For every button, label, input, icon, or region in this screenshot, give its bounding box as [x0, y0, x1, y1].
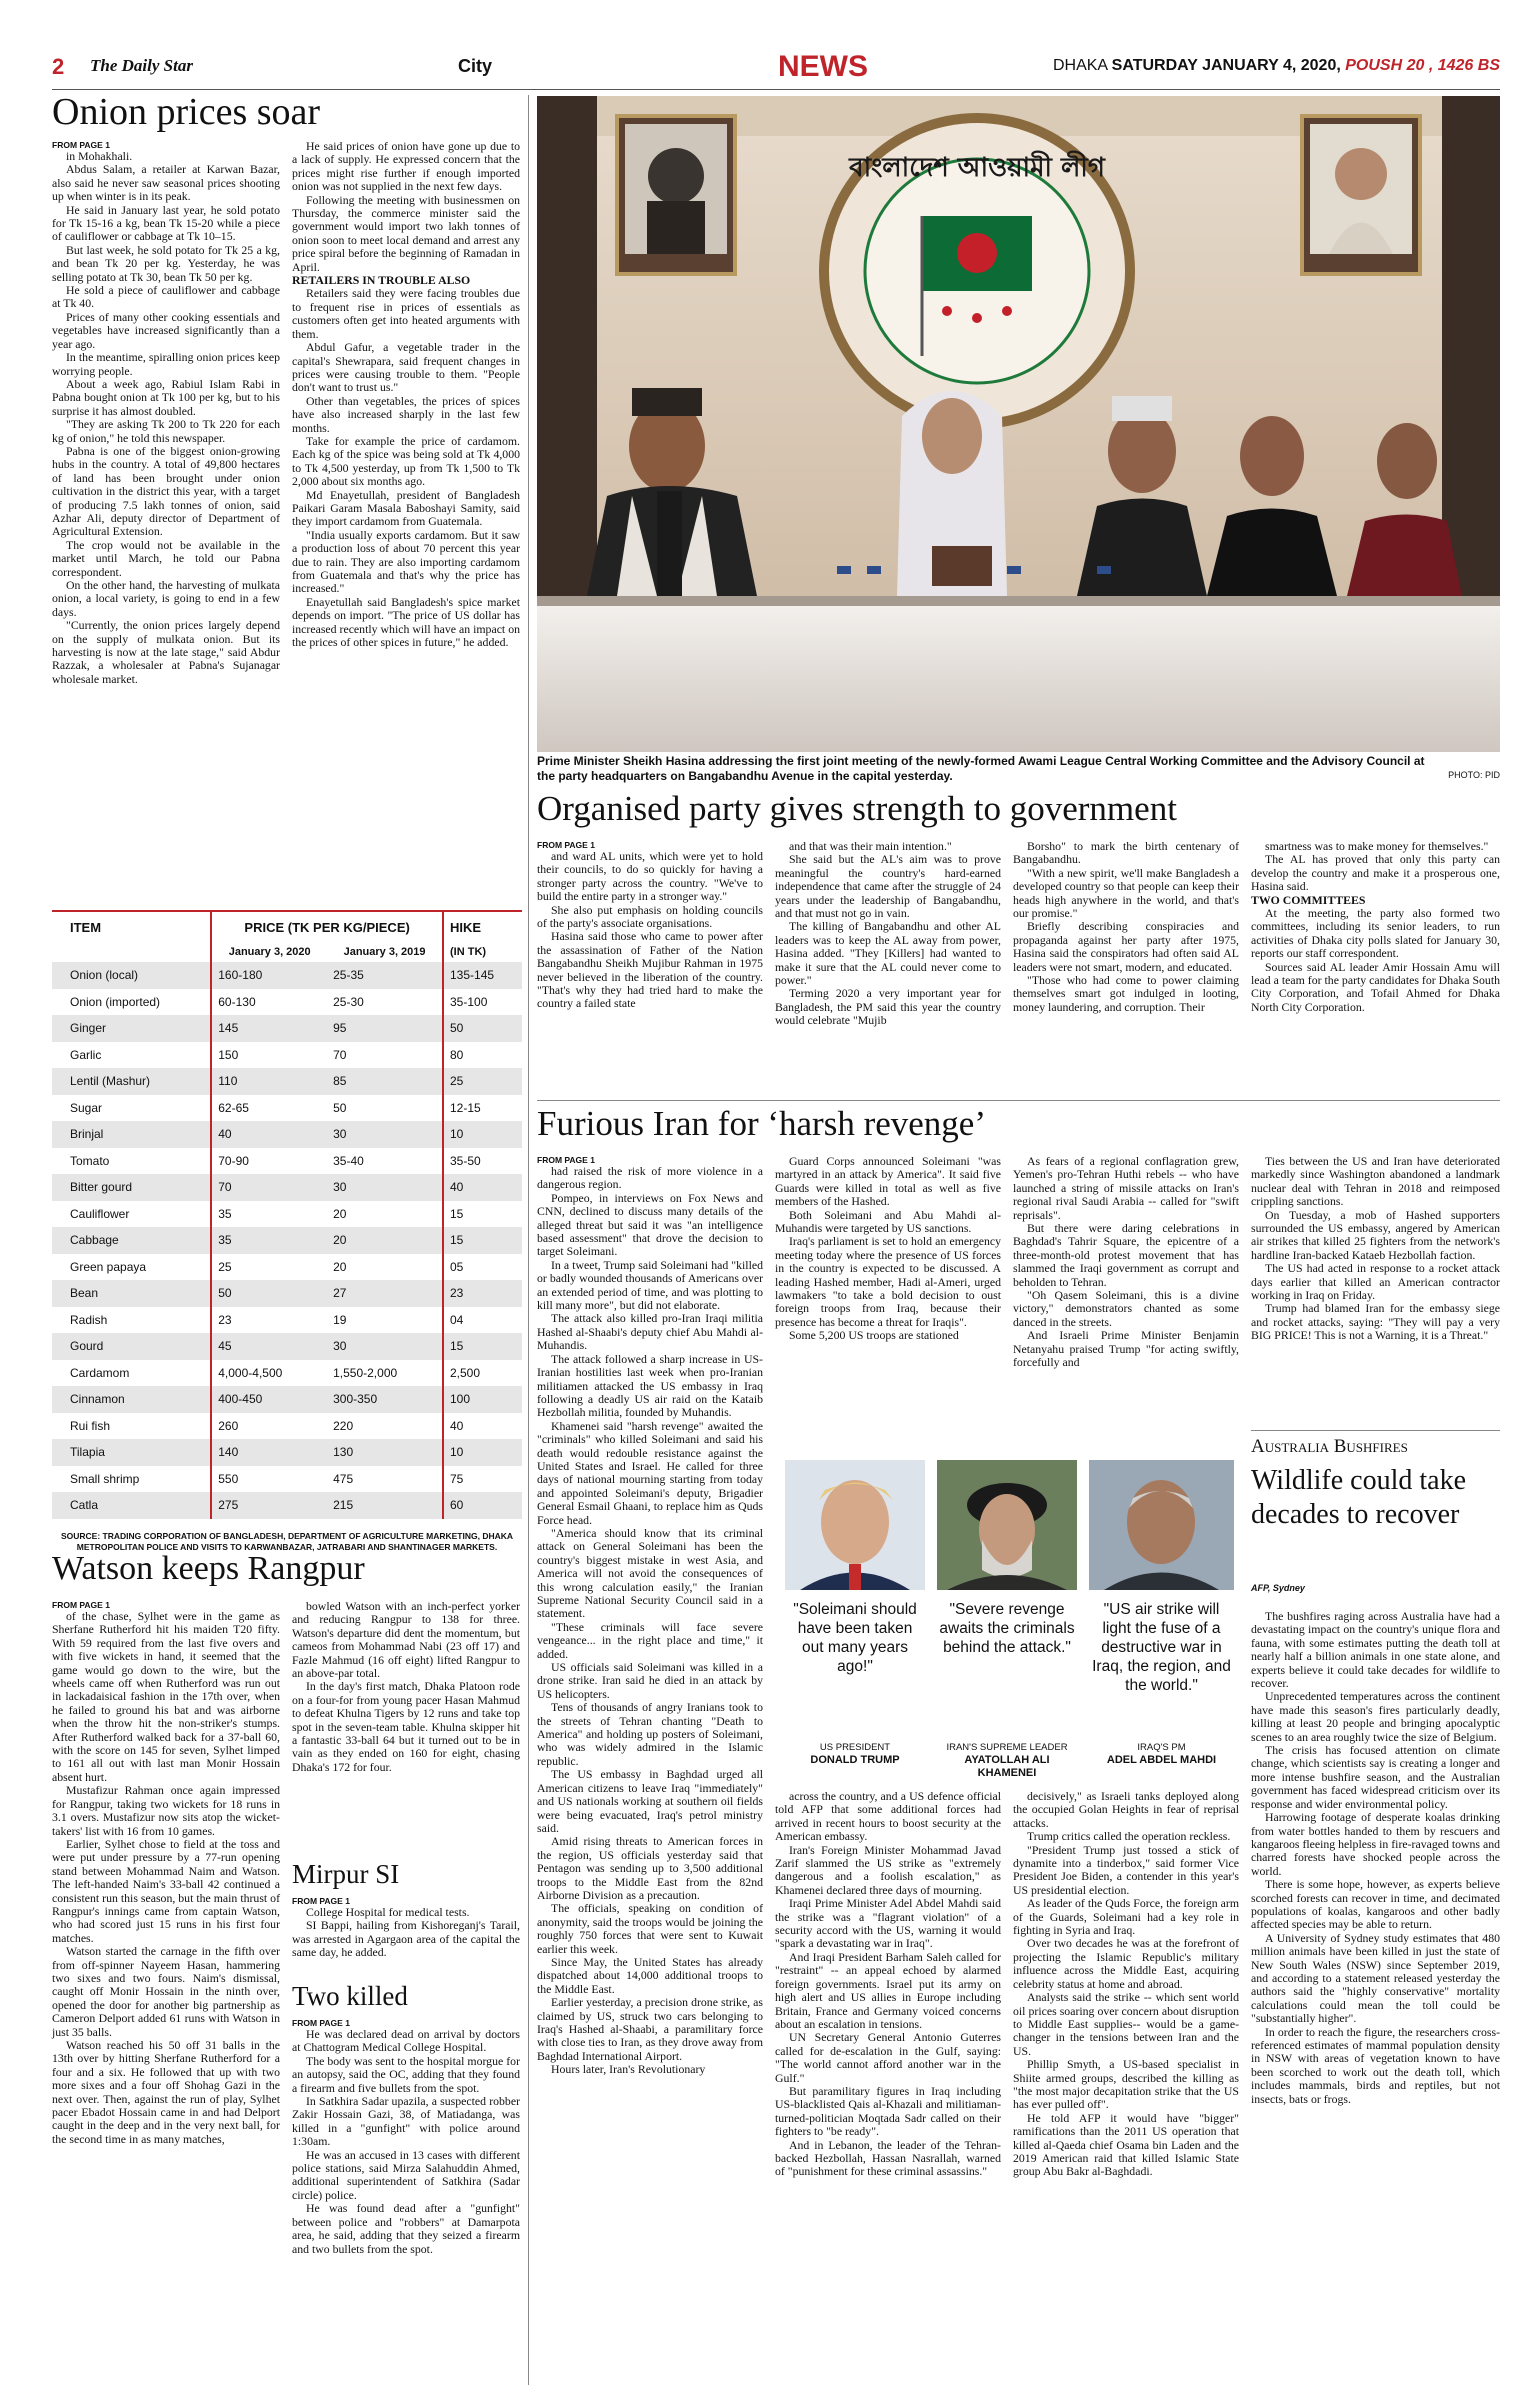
paragraph: Pompeo, in interviews on Fox News and CNN, declined to discuss many details of the alleged threat but said it was "an intelligence based assessment" that drove the decision to target Soleimani. — [537, 1190, 763, 1259]
paragraph: Watson started the carnage in the fifth over from off-spinner Nayeem Hasan, hammering two sixes and two fours. Naim's dismissal, caught off Monir Hossain in the ninth over, opened the door for another big partnership as Cameron Delport added 61 runs with Watson in just 35 balls. — [52, 1944, 280, 2039]
table-cell: 260 — [211, 1413, 327, 1440]
australia-body — [1251, 1610, 1500, 2380]
paragraph: Mustafizur Rahman once again impressed for Rangpur, taking two wickets for 18 runs in 3.1 overs. Mustafizur now sits atop the wicket-takers' list with 16 from 10 games. — [52, 1783, 280, 1838]
paragraph: On the other hand, the harvesting of mulkata onion, a local variety, is going to end in a few days. — [52, 578, 280, 619]
paragraph: She also put emphasis on holding councils of the party's associate organisations. — [537, 902, 763, 931]
table-row — [52, 1439, 522, 1466]
paragraph: College Hospital for medical tests. — [306, 1905, 470, 1919]
iran-col-3-bottom — [1013, 1790, 1239, 2380]
table-cell: 35 — [211, 1227, 327, 1254]
paragraph: And Iraqi President Barham Saleh called for "restraint" -- an appeal echoed by alarmed foreign governments. Israel put its army on high alert and US allies in Europe including Britain, France and Germany voiced concerns about an escalation in tensions. — [775, 1949, 1001, 2031]
party-col-2 — [775, 840, 1001, 1100]
paragraph: Over two decades he was at the forefront of projecting the Islamic Republic's military influence across the Middle East, acquiring celebrity status at home and abroad. — [1013, 1936, 1239, 1991]
col-item: ITEM — [70, 919, 102, 935]
paragraph: SI Bappi, hailing from Kishoreganj's Tarail, was arrested in Agargaon area of the capital the same day, he added. — [292, 1918, 520, 1960]
photo-illustration — [537, 96, 1500, 752]
table-cell: Sugar — [70, 1100, 103, 1115]
table-cell: 95 — [333, 1021, 347, 1036]
table-cell: 50 — [211, 1280, 327, 1307]
table-cell: 100 — [443, 1386, 522, 1413]
paragraph: Earlier, Sylhet chose to field at the toss and were put under pressure by a 77-run opening stand between Mohammad Naim and Watson. The left-handed Naim's 33-ball 42 continued a consistent run this season, but the main thrust of Rangpur's innings came from captain Watson, who had scored just 15 runs in his first four matches. — [52, 1836, 280, 1945]
paragraph: Tens of thousands of angry Iranians took to the streets of Tehran chanting "Death to America" and holding up posters of Soleimani, who was widely admired in the Islamic republic. — [537, 1700, 763, 1768]
table-cell: 30 — [333, 1180, 347, 1195]
paragraph: The crisis has focused attention on climate change, which scientists say is creating a longer and more intense bushfire season, and the Australian government has faced widespread criticism over its response and wider environmental policy. — [1251, 1743, 1500, 1811]
table-cell: 12-15 — [443, 1095, 522, 1122]
paragraph: "Those who had come to power claiming themselves smart got indulged in looting, money laundering, and corruption. Their — [1013, 973, 1239, 1014]
paragraph: Trump had blamed Iran for the embassy siege and rocket attacks, saying: "They will pay a very BIG PRICE! This is not a Warning, it is a Threat." — [1251, 1301, 1500, 1343]
table-cell: 60-130 — [211, 989, 327, 1016]
table-cell: 150 — [211, 1042, 327, 1069]
onion-col-2: He said prices of onion have gone up due to a lack of supply. He expressed concern that the prices might rise further if enough imported onion was not supplied in the next few days. Following the meeting with businessmen on Thursday, the commerce minister said the government would import two lakh tonnes of onion soon to meet local demand and arrest any price spiral before the beginning of Ramadan in April. RETAILERS IN TROUBLE ALSO Retailers said they were facing troubles due to frequent rise in prices of essentials as customers often get into heated arguments with them. Abdul Gafur, a vegetable trader in the capital's Shewrapara, said frequent changes in prices were causing trouble to them. "People don't want to trust us." Other than vegetables, the prices of spices have also increased sharply in the last few months. Take for example the price of cardamom. Each kg of the spice was being sold at Tk 4,000 to Tk 4,500 yesterday, up from Tk 1,500 to Tk 2,000 about six months ago. Md Enayetullah, president of Bangladesh Paikari Garam Masala Baboshayi Samity, said they import cardamom from Guatemala. "India usually exports cardamom. But it saw a production loss of about 70 percent this year due to rain. They are also importing cardamom from Guatemala and that's why the price has increased." Enayetullah said Bangladesh's spice market depends on import. "The price of US dollar has increased recently which will have an impact on the prices of other spices in future," he added. — [292, 139, 520, 650]
paragraph: A University of Sydney study estimates that 480 million animals have been killed in just the state of New South Wales (NSW) since September 2019, and according to a statement released yesterday the authors said the "highly conservative" mortality calculations could mean the toll could be "substantially higher". — [1251, 1930, 1500, 2026]
table-row — [52, 1307, 522, 1334]
paragraph: The attack followed a sharp increase in US-Iranian hostilities last week when pro-Iranian militiamen attacked the US embassy in Iraq following a deadly US air raid on the Kataib Hezbollah militia, founded by Muhandis. — [537, 1351, 763, 1420]
paragraph: US officials said Soleimani was killed in a drone strike. Iran said he died in an attack by US helicopters. — [537, 1660, 763, 1701]
paragraph: Phillip Smyth, a US-based specialist in Shiite armed groups, described the killing as "the most major decapitation strike that the US has ever pulled off". — [1013, 2057, 1239, 2112]
paragraph: The crop would not be available in the market until March, he told our Pabna correspondent. — [52, 537, 280, 579]
watson-col-1: FROM PAGE 1 of the chase, Sylhet were in the game as Sherfane Rutherford hit his maiden T20 fifty. With 59 required from the last five overs and with five wickets in hand, it seemed that the game would go down to the wire, but the wheels came off when Rutherford was run out in lackadaisical fashion in the 17th over, when he failed to ground his bat and was airborne when the throw hit the non-striker's stumps. After Rutherford walked back for a 37-ball 60, with the score on 145 for seven, Sylhet limped to 161 all out with last man Monir Hossain absent hurt. Mustafizur Rahman once again impressed for Rangpur, taking two wickets for 18 runs in 3.1 overs. Mustafizur now sits atop the wicket-takers' list with 16 from 10 games. Earlier, Sylhet chose to field at the toss and were put under pressure by a 77-run opening stand between Mohammad Naim and Watson. The left-handed Naim's 33-ball 42 continued a consistent run this season, but the main thrust of Rangpur's innings came from captain Watson, who had scored just 15 runs in his first four matches. Watson started the carnage in the fifth over from off-spinner Nayeem Hasan, hammering two sixes and two fours. Naim's dismissal, caught off Monir Hossain in the ninth over, opened the door for another big partnership as Cameron Delport added 61 runs with Watson in just 35 balls. Watson reached his 50 off 31 balls in the 13th over by hitting Sherfane Rutherford for a four and a six. He followed that up with two more sixes and a four off Shohag Gazi in the next over. Then, against the run of play, Sylhet pacer Ebadot Hossain came in and had Delport caught in the deep and in the very next ball, for the second time in as many matches, — [52, 1600, 280, 2146]
paragraph: As fears of a regional conflagration grew, Yemen's pro-Tehran Huthi rebels -- who have launched a string of missile attacks on Iran's regional rival Saudi Arabia -- called for "swift reprisals". — [1013, 1154, 1239, 1222]
table-cell: 70-90 — [211, 1148, 327, 1175]
table-cell: 15 — [443, 1333, 522, 1360]
col-price: PRICE (TK PER KG/PIECE) — [211, 912, 443, 942]
table-cell: 400-450 — [211, 1386, 327, 1413]
paragraph: in Mohakhali. — [66, 149, 133, 163]
table-row — [52, 1042, 522, 1069]
paragraph: decisively," as Israeli tanks deployed along the occupied Golan Heights in fear of reprisal attacks. — [1013, 1789, 1239, 1830]
table-cell: 70 — [333, 1047, 347, 1062]
paragraph: of the chase, Sylhet were in the game as Sherfane Rutherford hit his maiden T20 fifty. With 59 required from the last five overs and with five wickets in hand, it seemed that the game would go down to the wire, but the wheels came off when Rutherford was run out in lackadaisical fashion in the 17th over, when he failed to ground his bat and was airborne when the throw hit the non-striker's stumps. After Rutherford walked back for a 37-ball 60, with the score on 145 for seven, Sylhet limped to 161 all out with last man Monir Hossain absent hurt. — [52, 1609, 280, 1784]
table-cell: 40 — [443, 1174, 522, 1201]
table-cell: 04 — [443, 1307, 522, 1334]
paragraph: Terming 2020 a very important year for Bangladesh, the PM said this year the country would celebrate "Mujib — [775, 986, 1001, 1028]
iran-col-1: FROM PAGE 1 had raised the risk of more violence in a dangerous region. Pompeo, in interviews on Fox News and CNN, declined to discuss many details of the alleged threat but said it was "an intelligence based assessment" that drove the decision to target Soleimani. In a tweet, Trump said Soleimani had "killed or badly wounded thousands of Americans over an extended period of time, and was plotting to kill many more", but did not elaborate. The attack also killed pro-Iran Iraqi militia Hashed al-Shaabi's deputy chief Abu Mahdi al-Muhandis. The attack followed a sharp increase in US-Iranian hostilities last week when pro-Iranian militiamen attacked the US embassy in Iraq following a deadly US air raid on the Kataib Hezbollah militia, founded by Muhandis. Khamenei said "harsh revenge" awaited the "criminals" who killed Soleimani and said his death would redouble resistance against the United States and Israel. He called for three days of national mourning starting from today and appointed Soleimani's deputy, Brigadier General Esmail Ghaani, to replace him as Quds Force head. "America should know that its criminal attack on General Soleimani has been the country's biggest mistake in west Asia, and America will not avoid the consequences of this wrong calculation easily," the Iranian Supreme National Security Council said in a statement. "These criminals will face severe vengeance... in the right place and time," it added. US officials said Soleimani was killed in a drone strike. Iran said he died in an attack by US helicopters. Tens of thousands of angry Iranians took to the streets of Tehran chanting "Death to America" and holding up posters of Soleimani, who was widely admired in the Islamic republic. The US embassy in Baghdad urged all American citizens to leave Iraq "immediately" and US nationals working at southern oil fields were being evacuated, Iraq's petrol ministry said. Amid rising threats to American forces in the region, US officials yesterday said that Pentagon was sending up to 3,500 additional troops to the Middle East from the 82nd Airborne Division as a precaution. The officials, speaking on condition of anonymity, said the troops would be joining the roughly 750 forces that were sent to Kuwait earlier this week. Since May, the United States has already dispatched about 14,000 additional troops to the Middle East. Earlier yesterday, a precision drone strike, as claimed by US, struck two cars belonging to Iraq's Hashed al-Shaabi, a paramilitary force with close ties to Iran, as they drove away from Baghdad International Airport. Hours later, Iran's Revolutionary — [537, 1155, 763, 2077]
section-label: City — [458, 56, 493, 76]
paragraph: and ward AL units, which were yet to hold their councils, to do so quickly for having a stronger party across the country. "We've to build the entire party in a stronger way." — [537, 849, 763, 904]
table-row — [52, 1386, 522, 1413]
table-cell: 30 — [333, 1339, 347, 1354]
table-cell: 1,550-2,000 — [333, 1365, 398, 1380]
paragraph: "They are asking Tk 200 to Tk 220 for each kg of onion," he told this newspaper. — [52, 417, 280, 445]
paragraph: had raised the risk of more violence in a dangerous region. — [537, 1164, 763, 1192]
iran-headline: Furious Iran for ‘harsh revenge’ — [537, 1104, 987, 1143]
table-cell: 20 — [333, 1206, 347, 1221]
table-row — [52, 962, 522, 989]
paragraph: In a tweet, Trump said Soleimani had "killed or badly wounded thousands of Americans over an extended period of time, and was plotting to kill many more", but did not elaborate. — [537, 1257, 763, 1313]
paragraph: across the country, and a US defence official told AFP that some additional forces had arrived in recent hours to boost security at the American embassy. — [775, 1789, 1001, 1844]
table-cell: 35 — [211, 1201, 327, 1228]
table-cell: 23 — [211, 1307, 327, 1334]
table-row — [52, 1280, 522, 1307]
paragraph: In the meantime, spiralling onion prices keep worrying people. — [52, 350, 280, 378]
khamenei-photo — [937, 1460, 1077, 1590]
table-cell: Lentil (Mashur) — [70, 1074, 151, 1089]
table-cell: 25 — [443, 1068, 522, 1095]
table-cell: 220 — [333, 1418, 354, 1433]
table-cell: 20 — [333, 1259, 347, 1274]
paragraph: The body was sent to the hospital morgue for an autopsy, said the OC, adding that they found a firearm and five bullets from the spot. — [292, 2053, 520, 2095]
masthead — [52, 50, 1500, 90]
paragraph: Enayetullah said Bangladesh's spice market depends on import. "The price of US dollar has increased recently which will have an impact on the prices of other spices in future," he added. — [292, 594, 520, 650]
trump-photo — [785, 1460, 925, 1590]
table-cell: 25 — [211, 1254, 327, 1281]
table-row — [52, 1015, 522, 1042]
table-row — [52, 1492, 522, 1519]
paragraph: Abdus Salam, a retailer at Karwan Bazar, also said he never saw seasonal prices shooting up when winter is in its peak. — [52, 162, 280, 204]
watson-headline: Watson keeps Rangpur — [52, 1550, 365, 1587]
paragraph: The attack also killed pro-Iran Iraqi militia Hashed al-Shaabi's deputy chief Abu Mahdi al-Muhandis. — [537, 1311, 763, 1353]
table-cell: 80 — [443, 1042, 522, 1069]
table-cell: 160-180 — [211, 962, 327, 989]
price-table: ITEM PRICE (TK PER KG/PIECE) HIKE January 3, 2020 January 3, 2019 (IN TK) Onion (local) 160-180 25-35 135-145 Onion (imported) 60-130 25-30 35-100 Ginger 145 95 50 Garlic 150 70 80 Lentil (Mashur) 110 85 25 Sugar 62-65 50 12-15 Brinjal 40 30 10 Tomato 70-90 35-40 35-50 Bitter gourd 70 30 40 Cauliflower 35 20 15 Cabbage 35 20 15 Green papaya 25 20 05 Bean 50 27 23 Radish 23 19 04 Gourd 45 30 15 Cardamom 4,000-4,500 1,550-2,000 2,500 Cinnamon 400-450 300-350 100 Rui fish 260 220 40 Tilapia 140 130 10 Small shrimp 550 475 75 Catla 275 215 60 SOURCE: TRADING CORPORATION OF BANGLADESH, DEPARTMENT OF AGRICULTURE MARKETING, DHAKA METROPOLITAN POLICE AND VISITS TO KARWANBAZAR, JATRABARI AND SHANTINAGER MARKETS. — [52, 910, 522, 1540]
quote-mahdi: "US air strike will light the fuse of a destructive war in Iraq, the region, and the world." IRAQ'S PM ADEL ABDEL MAHDI — [1089, 1460, 1234, 1780]
table-row — [52, 1360, 522, 1387]
table-cell: 35-40 — [333, 1153, 364, 1168]
table-cell: 145 — [211, 1015, 327, 1042]
table-row — [52, 1413, 522, 1440]
paragraph: Unprecedented temperatures across the continent have made this season's fires particularly deadly, killing at least 20 people and bringing apocalyptic scenes to an area roughly twice the size of Belgium. — [1251, 1689, 1500, 1744]
paragraph: "Oh Qasem Soleimani, this is a divine victory," demonstrators chanted as some danced in the streets. — [1013, 1288, 1239, 1329]
paragraph: The officials, speaking on condition of anonymity, said the troops would be joining the roughly 750 forces that were sent to Kuwait earlier this week. — [537, 1901, 763, 1956]
paragraph: But there were daring celebrations in Baghdad's Tahrir Square, the epicentre of a three-month-old protest movement that has slammed the Iraqi government as corrupt and beholden to Tehran. — [1013, 1221, 1239, 1289]
paragraph: Borsho" to mark the birth centenary of Bangabandhu. — [1013, 839, 1239, 867]
paragraph: The killing of Bangabandhu and other AL leaders was to keep the AL away from power, Hasina added. "They [Killers] had wanted to make it sure that the AL could never come to power." — [775, 919, 1001, 988]
paragraph: Earlier yesterday, a precision drone strike, as claimed by US, struck two cars belonging to Iraq's Hashed al-Shaabi, a paramilitary force with close ties to Iran, as they drove away from Baghdad International Airport. — [537, 1995, 763, 2063]
party-headline: Organised party gives strength to government — [537, 789, 1177, 828]
page-number: 2 — [52, 54, 65, 79]
table-cell: Gourd — [70, 1339, 104, 1354]
table-cell: Cauliflower — [70, 1206, 130, 1221]
table-row — [52, 1201, 522, 1228]
table-cell: 25-35 — [333, 968, 364, 983]
paragraph: Khamenei said "harsh revenge" awaited the "criminals" who killed Soleimani and said his death would redouble resistance against the United States and Israel. He called for three days of national mourning starting from today and appointed Soleimani's deputy, Brigadier General Esmail Ghaani, to replace him as Quds Force head. — [537, 1418, 763, 1527]
table-cell: 85 — [333, 1074, 347, 1089]
person-center — [897, 391, 1007, 596]
column-rule — [528, 95, 529, 2385]
paragraph: He said in January last year, he sold potato for Tk 15-16 a kg, bean Tk 15-20 while a piece of cauliflower or cabbage at Tk 10–15. — [52, 202, 280, 244]
paragraph: Trump critics called the operation reckless. — [1027, 1829, 1231, 1844]
table-cell: 60 — [443, 1492, 522, 1519]
table-cell: 2,500 — [443, 1360, 522, 1387]
table-cell: 70 — [211, 1174, 327, 1201]
paragraph: Md Enayetullah, president of Bangladesh Paikari Garam Masala Baboshayi Samity, said they import cardamom from Guatemala. — [292, 487, 520, 529]
paragraph: Harrowing footage of desperate koalas drinking from water bottles handed to them by rescuers and kangaroos fleeing helpless in fire-ravaged towns and charred forests have shocked people across the world. — [1251, 1810, 1500, 1878]
mirpur-body: FROM PAGE 1 College Hospital for medical tests. SI Bappi, hailing from Kishoreganj's Tarail, was arrested in Agargaon area of the capital the same day, he added. — [292, 1896, 520, 1960]
paragraph: Some 5,200 US troops are stationed — [789, 1328, 959, 1343]
news-photo — [537, 96, 1500, 752]
party-col-4: smartness was to make money for themselves." The AL has proved that only this party can develop the country and make it a prosperous one, Hasina said. TWO COMMITTEES At the meeting, the party also formed two committees, including its senior leaders, to run activities of Dhaka city polls slated for January 30, reports our staff correspondent. Sources said AL leader Amir Hossain Amu will lead a team for the party candidates for Dhaka South City Corporation, and Tofail Ahmed for Dhaka North City Corporation. — [1251, 839, 1500, 1014]
table-cell: 45 — [211, 1333, 327, 1360]
table-cell: 35-50 — [443, 1148, 522, 1175]
table-cell: 275 — [211, 1492, 327, 1519]
paragraph: The US embassy in Baghdad urged all American citizens to leave Iraq "immediately" and US nationals working at southern oil fields were being evacuated, Iraq's petrol ministry said. — [537, 1767, 763, 1835]
table-cell: 25-30 — [333, 994, 364, 1009]
quote-trump: "Soleimani should have been taken out many years ago!" US PRESIDENT DONALD TRUMP — [785, 1460, 925, 1780]
table-cell: Cardamom — [70, 1365, 130, 1380]
section-rule — [537, 1100, 1500, 1101]
paragraph: Analysts said the strike -- which sent world oil prices soaring over concern about disruption to Middle East supplies-- would be a game-changer in the tensions between Iran and the US. — [1013, 1990, 1239, 2058]
paragraph: Amid rising threats to American forces in the region, US officials yesterday said that Pentagon was sending up to 3,500 additional troops to the Middle East from the 82nd Airborne Division as a precaution. — [537, 1834, 763, 1902]
table-source: SOURCE: TRADING CORPORATION OF BANGLADESH, DEPARTMENT OF AGRICULTURE MARKETING, DHAKA METROPOLITAN POLICE AND VISITS TO KARWANBAZAR, JATRABARI AND SHANTINAGER MARKETS. — [60, 1530, 514, 1552]
party-col-1: FROM PAGE 1 and ward AL units, which were yet to hold their councils, to do so quickly for having a stronger party across the country. "We've to build the entire party in a stronger way." She also put emphasis on holding councils of the party's associate organisations. Hasina said those who came to power after the assassination of Father of the Nation Bangabandhu Sheikh Mujibur Rahman in 1975 never believed in the liberation of the country. "That's why they had tried hard to make the country a failed state — [537, 840, 763, 1011]
table-cell: 20 — [333, 1233, 347, 1248]
table-cell: 50 — [333, 1100, 347, 1115]
australia-byline: AFP, Sydney — [1251, 1583, 1305, 1593]
table-cell: Brinjal — [70, 1127, 104, 1142]
watson-col-2 — [292, 1600, 520, 1858]
paragraph: There is some hope, however, as experts believe scorched forests can recover in time, and decimated populations of koalas, kangaroos and other badly affected species may be able to return. — [1251, 1877, 1500, 1932]
paragraph: About a week ago, Rabiul Islam Rabi in Pabna bought onion at Tk 100 per kg, but to his surprise it has almost doubled. — [52, 376, 280, 418]
table-row — [52, 1174, 522, 1201]
paragraph: Sources said AL leader Amir Hossain Amu will lead a team for the party candidates for Dhaka South City Corporation, and Tofail Ahmed for Dhaka North City Corporation. — [1251, 959, 1500, 1014]
paragraph: He told AFP it would have "bigger" ramifications than the 2011 US operation that killed al-Qaeda chief Osama bin Laden and the 2019 American raid that killed Islamic State group Abu Bakr al-Baghdadi. — [1013, 2110, 1239, 2179]
table-cell: 140 — [211, 1439, 327, 1466]
onion-headline: Onion prices soar — [52, 91, 321, 133]
paragraph: Retailers said they were facing troubles due to frequent rise in prices of essentials as customers often get into heated arguments with them. — [292, 286, 520, 341]
mirpur-headline: Mirpur SI — [292, 1859, 400, 1889]
table-row — [52, 989, 522, 1016]
table-cell: Garlic — [70, 1047, 102, 1062]
paragraph: Prices of many other cooking essentials and vegetables have increased significantly than a year ago. — [52, 309, 280, 351]
table-cell: 30 — [333, 1127, 347, 1142]
paragraph: Pabna is one of the biggest onion-growing hubs in the country. A total of 49,800 hectares of land has been brought under onion cultivation in the district this year, with a target of producing 7.5 lakh tonnes of onion, said Azhar Ali, deputy director of Department of Agricultural Extension. — [52, 443, 280, 539]
emblem-text: বাংলাদেশ আওয়ামী লীগ — [849, 153, 1105, 183]
australia-rule — [1251, 1430, 1500, 1431]
table-cell: Bitter gourd — [70, 1180, 133, 1195]
paragraph: Hours later, Iran's Revolutionary — [551, 2062, 706, 2077]
paragraph: Iraqi Prime Minister Adel Abdel Mahdi said the strike was a "flagrant violation" of a security accord with the US, warning it would "spark a devastating war in Iraq". — [775, 1896, 1001, 1951]
paragraph: Iran's Foreign Minister Mohammad Javad Zarif slammed the US strike as "extremely dangerous and a foolish escalation," as Khamenei declared three days of mourning. — [775, 1842, 1001, 1897]
paragraph: "President Trump just tossed a stick of dynamite into a tinderbox," said former Vice President Joe Biden, a contender in this year's US presidential election. — [1013, 1842, 1239, 1897]
table-row — [52, 1227, 522, 1254]
paragraph: "India usually exports cardamom. But it saw a production loss of about 70 percent this year due to rain. They are also importing cardamom from Guatemala and that's why the price has increased." — [292, 527, 520, 596]
table-cell: 475 — [333, 1471, 354, 1486]
paragraph: The AL has proved that only this party can develop the country and make it a prosperous one, Hasina said. — [1251, 852, 1500, 894]
table-cell: 550 — [211, 1466, 327, 1493]
mahdi-photo — [1089, 1460, 1234, 1590]
table-cell: 19 — [333, 1312, 347, 1327]
iran-col-4 — [1251, 1155, 1500, 1427]
table-cell: 10 — [443, 1121, 522, 1148]
paragraph: He was an accused in 13 cases with different police stations, said Mirza Salahuddin Ahmed, additional superintendent of Satkhira (Sadar circle) police. — [292, 2147, 520, 2202]
twokilled-body: FROM PAGE 1 He was declared dead on arrival by doctors at Chattogram Medical College Hospital. The body was sent to the hospital morgue for an autopsy, said the OC, adding that they found a firearm and five bullets from the spot. In Satkhira Sadar upazila, a suspected robber Zakir Hossain Gazi, 38, of Matiadanga, was killed in a "gunfight" with police around 1:30am. He was an accused in 13 cases with different police stations, said Mirza Salahuddin Ahmed, additional superintendent of Satkhira (Sadar circle) police. He was found dead after a "gunfight" between police and "robbers" at Damarpota area, he said, adding that they seized a firearm and two bullets from the spot. — [292, 2018, 520, 2256]
paragraph: and that was their main intention." — [789, 839, 952, 853]
paragraph: The bushfires raging across Australia have had a devastating impact on the country's unique flora and fauna, with some estimates putting the death toll at nearly half a billion animals in one state alone, and experts believe it could take decades for wildlife to recover. — [1251, 1609, 1500, 1691]
paragraph: bowled Watson with an inch-perfect yorker and reducing Rangpur to 138 for three. Watson's departure did dent the momentum, but cameos from Mohammad Nabi (23 off 17) and Fazle Mahmud (16 off eight) lifted Rangpur to an above-par total. — [292, 1599, 520, 1681]
paragraph: At the meeting, the party also formed two committees, including its senior leaders, to run activities of Dhaka city polls slated for January 30, reports our staff correspondent. — [1251, 906, 1500, 961]
table-row — [52, 1254, 522, 1281]
paragraph: She said but the AL's aim was to prove meaningful the country's hard-earned independence that came after the struggle of 24 years under the leadership of Bangabandhu, and that must not go in vain. — [775, 852, 1001, 921]
paragraph: In order to reach the figure, the researchers cross-referenced estimates of mammal population density in NSW with areas of vegetation known to have been scorched to work out the death toll, which includes mammals, birds and reptiles, but not insects, bats or frogs. — [1251, 2024, 1500, 2106]
table-cell: 4,000-4,500 — [211, 1360, 327, 1387]
table-cell: 215 — [333, 1498, 354, 1513]
paragraph: Since May, the United States has already dispatched about 14,000 additional troops to the Middle East. — [537, 1954, 763, 1996]
australia-kicker: Australia Bushfires — [1251, 1436, 1408, 1457]
paragraph: Abdul Gafur, a vegetable trader in the capital's Shewrapara, said frequent changes in prices were causing trouble to them. "People don't want to trust us." — [292, 340, 520, 395]
table-row — [52, 1333, 522, 1360]
table-cell: Green papaya — [70, 1259, 147, 1274]
paragraph: smartness was to make money for themselves." — [1265, 839, 1489, 853]
paragraph: Other than vegetables, the prices of spices have also increased sharply in the last few months. — [292, 393, 520, 435]
photo-credit: PHOTO: PID — [1448, 770, 1500, 780]
category-label: NEWS — [778, 50, 868, 83]
table-cell: Onion (local) — [70, 968, 139, 983]
table-cell: Tilapia — [70, 1445, 105, 1460]
table-cell: 75 — [443, 1466, 522, 1493]
paragraph: On Tuesday, a mob of Hashed supporters surrounded the US embassy, angered by American air strikes that killed 25 fighters from the network's hardline Iran-backed Kataeb Hezbollah faction. — [1251, 1207, 1500, 1262]
table-row — [52, 1466, 522, 1493]
paragraph: But last week, he sold potato for Tk 25 a kg, and bean Tk 20 per kg. Yesterday, he was selling potato at Tk 30, bean Tk 50 per kg. — [52, 242, 280, 284]
table-cell: Tomato — [70, 1153, 110, 1168]
paragraph: The US had acted in response to a rocket attack days earlier that killed an American contractor working in Iraq on Friday. — [1251, 1261, 1500, 1303]
table-cell: 10 — [443, 1439, 522, 1466]
paragraph: Watson reached his 50 off 31 balls in the 13th over by hitting Sherfane Rutherford for a four and a six. He followed that up with two more sixes and a four off Shohag Gazi in the next over. Then, against the run of play, Sylhet pacer Ebadot Hossain came in and had Delport caught in the deep and in the very next ball, for the second time in as many matches, — [52, 2038, 280, 2146]
paragraph: And Israeli Prime Minister Benjamin Netanyahu praised Trump "for acting swiftly, forcefully and — [1013, 1328, 1239, 1370]
table-cell: 300-350 — [333, 1392, 378, 1407]
paragraph: He sold a piece of cauliflower and cabbage at Tk 40. — [52, 283, 280, 311]
paragraph: Hasina said those who came to power after the assassination of Father of the Nation Bangabandhu Sheikh Mujibur Rahman in 1975 never believed in the liberation of the country. "That's why they had tried hard to make the country a failed state — [537, 929, 763, 1011]
paper-logo: The Daily Star — [90, 56, 193, 75]
paragraph: In Satkhira Sadar upazila, a suspected robber Zakir Hossain Gazi, 38, of Matiadanga, was killed in a "gunfight" with police around 1:30am. — [292, 2094, 520, 2149]
party-col-3 — [1013, 840, 1239, 1100]
photo-caption: Prime Minister Sheikh Hasina addressing the first joint meeting of the newly-formed Awami League Central Working Committee and the Advisory Council at the party headquarters on Bangabandhu Avenue in the capital yesterday. — [537, 754, 1425, 783]
paragraph: Following the meeting with businessmen on Thursday, the commerce minister said the government would import two lakh tonnes of onion soon to meet local demand and arrest any price spiral before the beginning of Ramadan in April. — [292, 192, 520, 274]
paragraph: But paramilitary figures in Iraq including US-blacklisted Qais al-Khazali and militiaman-turned-politician Moqtada Sadr called on their fighters to "be ready". — [775, 2083, 1001, 2139]
table-cell: Radish — [70, 1312, 108, 1327]
table-cell: Cabbage — [70, 1233, 119, 1248]
paragraph: He was declared dead on arrival by doctors at Chattogram Medical College Hospital. — [292, 2027, 520, 2055]
australia-headline: Wildlife could take decades to recover — [1251, 1465, 1467, 1530]
paragraph: "Currently, the onion prices largely depend on the supply of mulkata onion. But its harvesting is now at the late stage," said Abdur Razzak, a wholesaler at Pabna's Sujanagar wholesale market. — [52, 618, 280, 686]
table-cell: Onion (imported) — [70, 994, 161, 1009]
paragraph: In the day's first match, Dhaka Platoon rode on a four-for from young pacer Hasan Mahmud to defeat Khulna Tigers by 12 runs and take top spot in the seven-team table. Khulna skipper hit a fantastic 33-ball 64 but it turned out to be in vain as they ended on 160 for eight, chasing Dhaka's 172 for four. — [292, 1679, 520, 1774]
paragraph: Briefly describing conspiracies and propaganda against her party after 1975, Hasina said the conspirators had often said AL leaders were not smart, modern, and educated. — [1013, 919, 1239, 974]
table-row — [52, 1121, 522, 1148]
table-cell: 62-65 — [211, 1095, 327, 1122]
onion-col-1: FROM PAGE 1 in Mohakhali. Abdus Salam, a retailer at Karwan Bazar, also said he never saw seasonal prices shooting up when winter is in its peak. He said in January last year, he sold potato for Tk 15-16 a kg, bean Tk 15-20 while a piece of cauliflower or cabbage at Tk 10–15. But last week, he sold potato for Tk 25 a kg, and bean Tk 20 per kg. Yesterday, he was selling potato at Tk 30, bean Tk 50 per kg. He sold a piece of cauliflower and cabbage at Tk 40. Prices of many other cooking essentials and vegetables have increased significantly than a year ago. In the meantime, spiralling onion prices keep worrying people. About a week ago, Rabiul Islam Rabi in Pabna bought onion at Tk 100 per kg, but to his surprise it has almost doubled. "They are asking Tk 200 to Tk 220 for each kg of onion," he told this newspaper. Pabna is one of the biggest onion-growing hubs in the country. A total of 49,800 hectares of land has been brought under onion cultivation in the district this year, with a target of producing 7.5 lakh tonnes of onion, said Azhar Ali, deputy director of Department of Agricultural Extension. The crop would not be available in the market until March, he told our Pabna correspondent. On the other hand, the harvesting of mulkata onion, a local variety, is going to end in a few days. "Currently, the onion prices largely depend on the supply of mulkata onion. But its harvesting is now at the late stage," said Abdur Razzak, a wholesaler at Pabna's Sujanagar wholesale market. — [52, 140, 280, 686]
quote-khamenei: "Severe revenge awaits the criminals behind the attack." IRAN'S SUPREME LEADER AYATOLLAH ALI KHAMENEI — [937, 1460, 1077, 1780]
paragraph: As leader of the Quds Force, the foreign arm of the Guards, Soleimani had a key role in fighting in Syria and Iraq. — [1013, 1896, 1239, 1938]
table-cell: 35-100 — [443, 989, 522, 1016]
iran-col-2-bottom — [775, 1790, 1001, 2380]
iran-col-2-top — [775, 1155, 1001, 1450]
table-cell: 05 — [443, 1254, 522, 1281]
table-cell: 15 — [443, 1201, 522, 1228]
table-cell: Rui fish — [70, 1418, 111, 1433]
table-row — [52, 1068, 522, 1095]
table-cell: 27 — [333, 1286, 347, 1301]
paragraph: He was found dead after a "gunfight" between police and "robbers" at Damarpota area, he said, adding that they seized a firearm and two bullets from the spot. — [292, 2201, 520, 2256]
table-cell: 40 — [211, 1121, 327, 1148]
twokilled-headline: Two killed — [292, 1981, 408, 2011]
table-cell: Ginger — [70, 1021, 107, 1036]
table-cell: 135-145 — [443, 962, 522, 989]
quotes-box — [775, 1455, 1239, 1785]
paragraph: Both Soleimani and Abu Mahdi al-Muhandis were targeted by US sanctions. — [775, 1207, 1001, 1236]
paragraph: He said prices of onion have gone up due to a lack of supply. He expressed concern that the prices might rise further if enough imported onion was not supplied in the next few days. — [292, 139, 520, 194]
paragraph: "America should know that its criminal attack on General Soleimani has been the country's biggest mistake in west Asia, and America will not avoid the consequences of this wrong calculation easily," the Iranian Supreme National Security Council said in a statement. — [537, 1525, 763, 1621]
table-cell: Catla — [70, 1498, 99, 1513]
iran-col-3-top — [1013, 1155, 1239, 1450]
col-hike: HIKE — [443, 912, 522, 942]
table-cell: Small shrimp — [70, 1471, 140, 1486]
paragraph: Iraq's parliament is set to hold an emergency meeting today where the presence of US forces in the country is expected to be discussed. A leading Hashed member, Hadi al-Ameri, urged lawmakers "to take a bold decision to oust foreign troops from Iraq, because their presence has become a threat for Iraqis". — [775, 1234, 1001, 1329]
table-cell: 130 — [333, 1445, 354, 1460]
table-row — [52, 1148, 522, 1175]
table-cell: 40 — [443, 1413, 522, 1440]
table-row — [52, 1095, 522, 1122]
table-cell: 50 — [443, 1015, 522, 1042]
paragraph: Take for example the price of cardamom. Each kg of the spice was being sold at Tk 4,000 to Tk 4,500 yesterday, up from Tk 1,500 to Tk 2,000 about six months ago. — [292, 433, 520, 489]
paragraph: "These criminals will face severe vengeance... in the right place and time," it added. — [537, 1619, 763, 1661]
paragraph: Ties between the US and Iran have deteriorated markedly since Washington abandoned a landmark nuclear deal with Tehran in 2018 and reimposed crippling sanctions. — [1251, 1154, 1500, 1209]
table-cell: 110 — [211, 1068, 327, 1095]
table-cell: Bean — [70, 1286, 99, 1301]
paragraph: Guard Corps announced Soleimani "was martyred in an attack by America". It said five Guards were killed in total as well as five members of the Hashed. — [775, 1154, 1001, 1209]
table-cell: 23 — [443, 1280, 522, 1307]
paragraph: "With a new spirit, we'll make Bangladesh a developed country so that people can keep their heads high anywhere in the world, and that's our promise." — [1013, 865, 1239, 921]
table-cell: 15 — [443, 1227, 522, 1254]
dateline: DHAKA SATURDAY JANUARY 4, 2020, POUSH 20 , 1426 BS — [1052, 57, 1500, 74]
paragraph: And in Lebanon, the leader of the Tehran-backed Hezbollah, Hassan Nasrallah, warned of "punishment for these criminal assassins." — [775, 2137, 1001, 2179]
table-cell: Cinnamon — [70, 1392, 125, 1407]
paragraph: UN Secretary General Antonio Guterres called for de-escalation in the Gulf, saying: "The world cannot afford another war in the Gulf." — [775, 2030, 1001, 2085]
